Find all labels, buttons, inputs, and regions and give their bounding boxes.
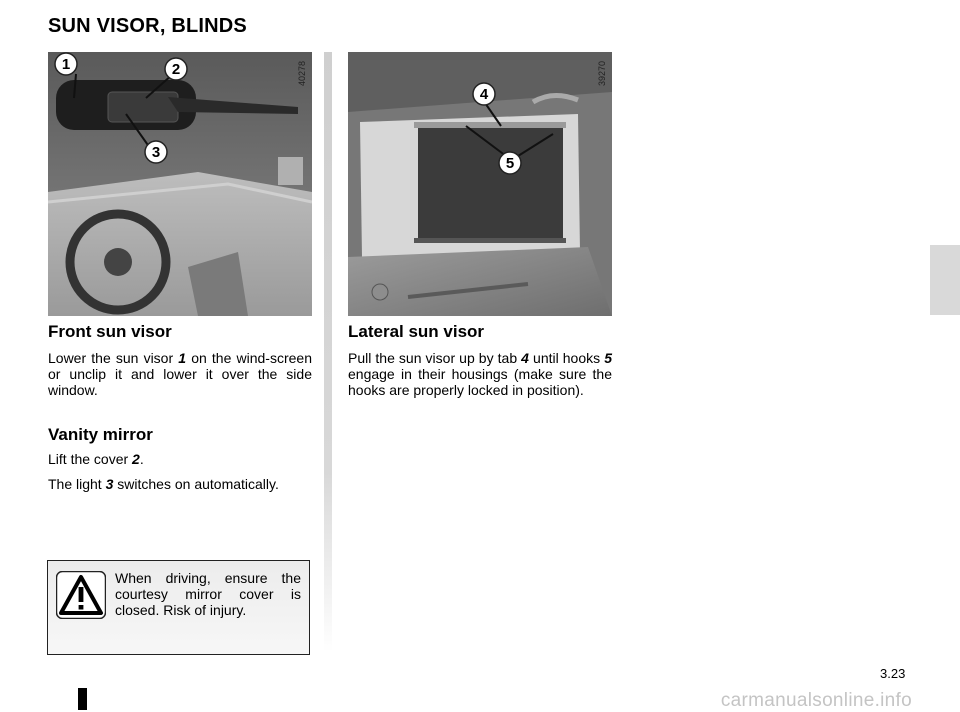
lateral-blind-illustration bbox=[348, 52, 612, 316]
front-visor-heading: Front sun visor bbox=[48, 322, 172, 341]
svg-text:1: 1 bbox=[61, 56, 71, 73]
page-number: 3.23 bbox=[880, 666, 906, 681]
warning-triangle-icon bbox=[56, 571, 106, 619]
lateral-visor-heading: Lateral sun visor bbox=[348, 322, 485, 341]
lateral-visor-text: Pull the sun visor up by tab 4 until hooks 5 engage in their housings (make sure the hooks are properly locked in position). bbox=[348, 350, 612, 398]
warning-box bbox=[47, 560, 310, 655]
figure-code-right: 39270 bbox=[597, 60, 607, 86]
callout-1 bbox=[55, 53, 77, 75]
lateral-blind-figure bbox=[348, 52, 612, 316]
svg-text:3: 3 bbox=[151, 144, 161, 161]
front-visor-text: Lower the sun visor 1 on the wind-screen or unclip it and lower it over the side window. bbox=[48, 350, 312, 398]
vanity-mirror-heading: Vanity mirror bbox=[48, 425, 153, 444]
svg-text:2: 2 bbox=[171, 61, 181, 78]
svg-text:4: 4 bbox=[479, 86, 489, 103]
front-visor-figure bbox=[48, 52, 312, 316]
callout-5 bbox=[499, 152, 521, 174]
chapter-tab bbox=[930, 245, 960, 315]
callout-3 bbox=[145, 141, 167, 163]
page-title: SUN VISOR, BLINDS bbox=[48, 15, 247, 37]
warning-text: When driving, ensure the courtesy mirror cover is closed. Risk of injury. bbox=[115, 570, 301, 618]
svg-text:5: 5 bbox=[505, 155, 515, 172]
front-visor-illustration bbox=[48, 52, 312, 316]
watermark: carmanualsonline.info bbox=[720, 690, 912, 711]
column-divider bbox=[324, 52, 332, 652]
vanity-mirror-line-1: Lift the cover 2. bbox=[48, 451, 144, 467]
callout-2 bbox=[165, 58, 187, 80]
footer-bar bbox=[78, 688, 87, 710]
callout-4 bbox=[473, 83, 495, 105]
vanity-mirror-line-2: The light 3 switches on automatically. bbox=[48, 476, 279, 492]
figure-code-left: 40278 bbox=[297, 60, 307, 86]
